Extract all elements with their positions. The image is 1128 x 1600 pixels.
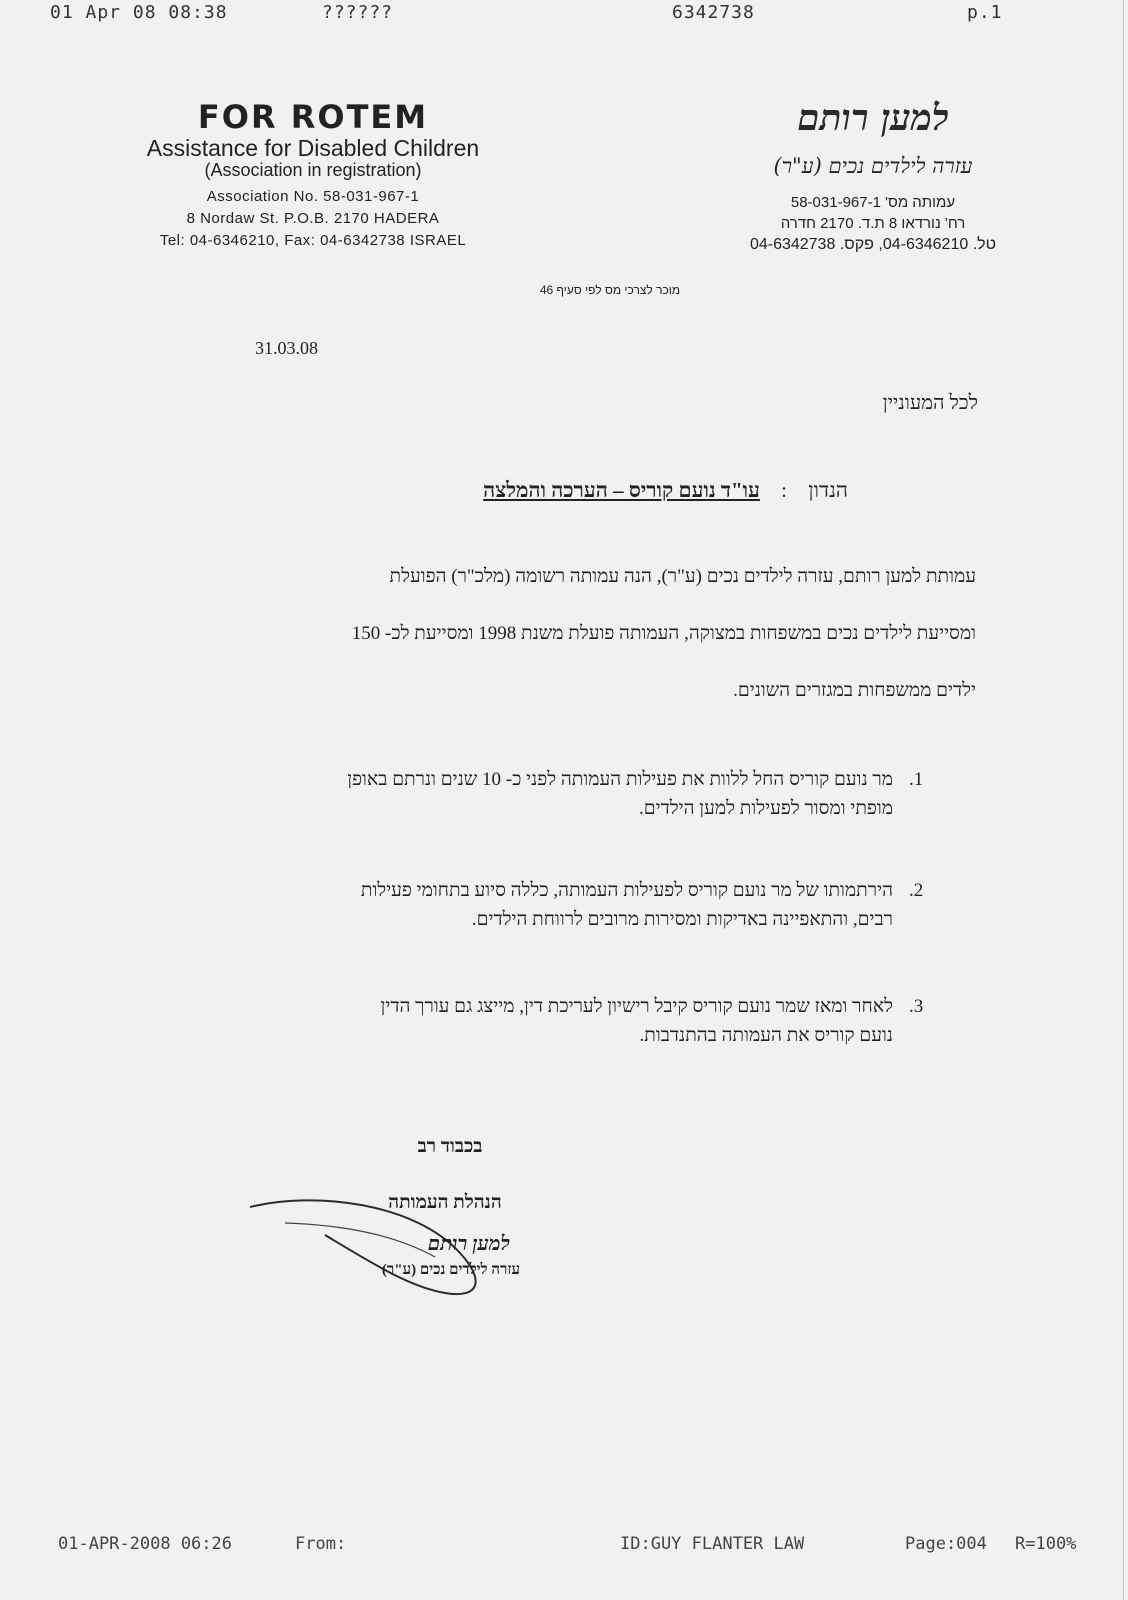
fax-datetime: 01 Apr 08 08:38 <box>50 2 228 23</box>
subject-text: עו"ד נועם קוריס – הערכה והמלצה <box>483 478 760 502</box>
intro-line: ומסייעת לילדים נכים במשפחות במצוקה, העמותה פועלת משנת 1998 ומסייעת לכ- 150 <box>351 623 976 644</box>
fax-number: 6342738 <box>672 2 755 23</box>
hebrew-phones: טל. 04-6346210, פקס. 04-6342738 <box>749 236 997 253</box>
intro-line: עמותת למען רותם, עזרה לילדים נכים (ע"ר), הנה עמותה רשומה (מלכ"ר) הפועלת <box>389 566 976 587</box>
closing: בכבוד רב <box>417 1136 483 1157</box>
subject-label: הנדון <box>808 478 848 502</box>
letterhead-hebrew <box>708 90 1038 255</box>
tax-note: מוכר לצרכי מס לפי סעיף 46 <box>539 283 681 297</box>
org-title: FOR ROTEM <box>197 98 429 136</box>
stamp-line1: למען רותם <box>427 1233 510 1255</box>
item-line: מר נועם קוריס החל ללוות את פעילות העמותה לפני כ- 10 שנים ונרתם באופן <box>347 769 893 790</box>
subject-line <box>483 478 848 503</box>
list-item <box>213 765 953 823</box>
list-item <box>213 876 953 934</box>
footer-id: ID:GUY FLANTER LAW <box>620 1534 805 1554</box>
org-subtitle: Assistance for Disabled Children <box>146 135 480 161</box>
registration-note: (Association in registration) <box>204 160 422 180</box>
item-line: מופתי ומסור לפעילות למען הילדים. <box>639 798 893 819</box>
item-line: רבים, והתאפיינה באדיקות ומסירות מרובים לרווחת הילדים. <box>471 909 893 930</box>
letter-date: 31.03.08 <box>255 338 318 358</box>
hebrew-logo-subtitle: עזרה לילדים נכים (ע"ר) <box>773 154 973 178</box>
letterhead-english <box>118 98 508 252</box>
subject-separator: : <box>781 478 788 502</box>
signatory: הנהלת העמותה <box>388 1192 502 1213</box>
fax-page: p.1 <box>967 2 1003 23</box>
footer-from: From: <box>295 1534 347 1554</box>
footer-datetime: 01-APR-2008 06:26 <box>58 1534 232 1554</box>
item-line: הירתמותו של מר נועם קוריס לפעילות העמותה, כללה סיוע בתחומי פעילות <box>360 880 893 901</box>
intro-line: ילדים ממשפחות במגזרים השונים. <box>733 680 976 701</box>
item-number: 2. <box>909 880 924 901</box>
footer-resolution: R=100% <box>1015 1534 1077 1554</box>
stamp-line2: עזרה לילדים נכים (ע"ר) <box>381 1262 520 1278</box>
fax-sender: ?????? <box>322 2 394 23</box>
hebrew-logo: למען רותם <box>797 97 949 139</box>
phones: Tel: 04-6346210, Fax: 04-6342738 ISRAEL <box>159 232 467 249</box>
hebrew-address: רח' נורדאו 8 ת.ד. 2170 חדרה <box>780 215 966 232</box>
scan-edge-line <box>1123 0 1124 1600</box>
hebrew-association-number: עמותה מס' 58-031-967-1 <box>790 194 956 211</box>
addressee: לכל המעוניין <box>882 392 978 414</box>
intro-paragraph <box>216 548 976 719</box>
address: 8 Nordaw St. P.O.B. 2170 HADERA <box>186 210 440 227</box>
association-number: Association No. 58-031-967-1 <box>206 188 420 205</box>
item-number: 1. <box>909 769 924 790</box>
item-line: נועם קוריס את העמותה בהתנדבות. <box>639 1025 893 1046</box>
list-item <box>213 992 953 1050</box>
item-line: לאחר ומאז שמר נועם קוריס קיבל רישיון לעריכת דין, מייצג גם עורך הדין <box>380 996 893 1017</box>
item-number: 3. <box>909 996 924 1017</box>
footer-page: Page:004 <box>905 1534 987 1554</box>
